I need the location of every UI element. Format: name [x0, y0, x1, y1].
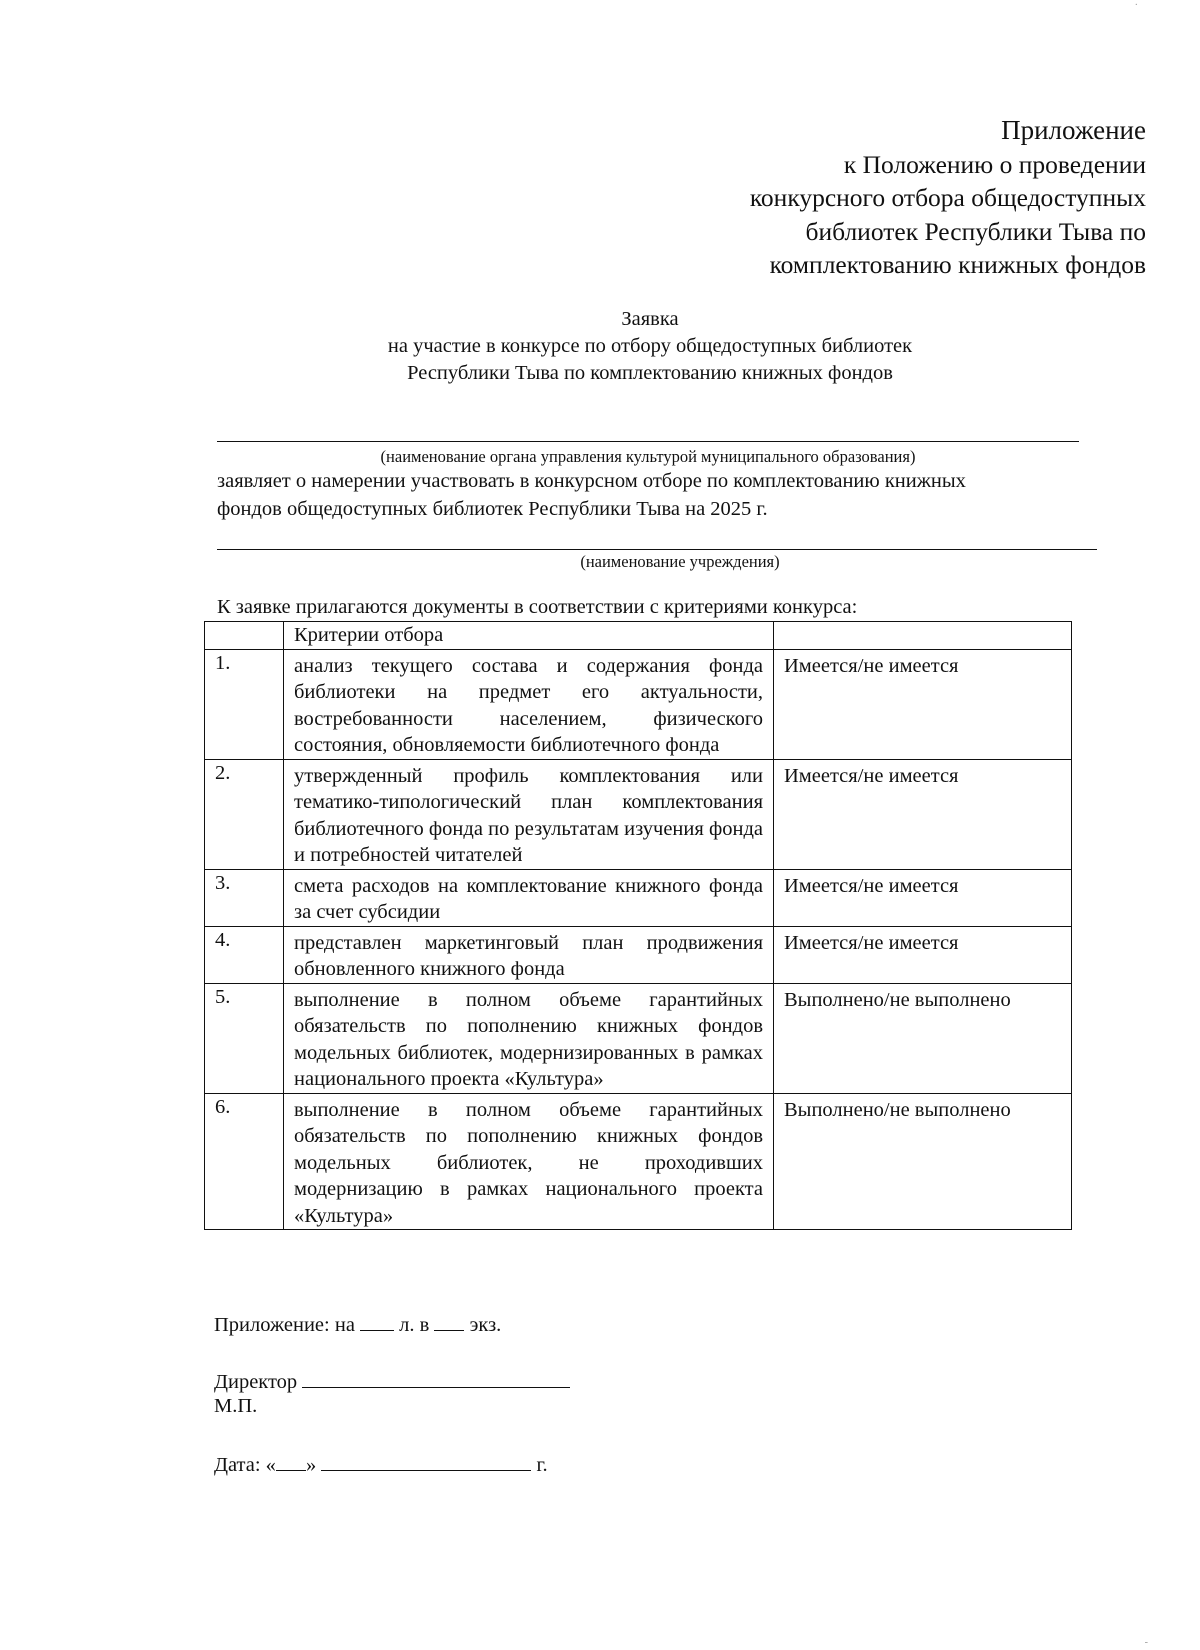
table-row [205, 869, 1072, 926]
table-row [205, 1093, 1072, 1230]
criteria-table [204, 621, 1072, 1230]
row-criteria: представлен маркетинговый план продвижения обновленного книжного фонда [284, 926, 774, 983]
attachment-mid: л. в [399, 1314, 430, 1336]
appendix-header [750, 114, 1146, 282]
director-signature-blank[interactable] [302, 1367, 570, 1388]
row-status: Выполнено/не выполнено [774, 1093, 1072, 1230]
row-number: 2. [205, 759, 284, 869]
scan-artifact-bottom: ‐ [1144, 1637, 1148, 1648]
table-row [205, 649, 1072, 759]
application-title-block [200, 306, 1100, 387]
application-subtitle-line: Республики Тыва по комплектованию книжных фондов [407, 362, 893, 384]
statement-line: фондов общедоступных библиотек Республики Тыва на 2025 г. [217, 498, 768, 520]
header-status-cell [774, 622, 1072, 650]
row-status: Имеется/не имеется [774, 649, 1072, 759]
scan-artifact-top: · [1134, 0, 1138, 11]
row-status: Имеется/не имеется [774, 926, 1072, 983]
date-prefix: Дата: « [214, 1454, 276, 1476]
table-row [205, 759, 1072, 869]
appendix-title: Приложение [1001, 115, 1146, 145]
row-criteria: анализ текущего состава и содержания фонда библиотеки на предмет его актуальности, востребованности населением, физического состояния, обновляемости библиотечного фонда [284, 649, 774, 759]
row-number: 3. [205, 869, 284, 926]
attachment-prefix: Приложение: на [214, 1314, 355, 1336]
application-subtitle-line: на участие в конкурсе по отбору общедоступных библиотек [387, 335, 913, 357]
date-mid: » [305, 1454, 317, 1476]
appendix-line: комплектованию книжных фондов [769, 250, 1146, 279]
row-number: 6. [205, 1093, 284, 1230]
statement [217, 467, 1087, 523]
row-criteria: смета расходов на комплектование книжного фонда за счет субсидии [284, 869, 774, 926]
header-criteria-cell: Критерии отбора [284, 622, 774, 650]
director-line [214, 1367, 570, 1396]
statement-line: заявляет о намерении участвовать в конкурсном отборе по комплектованию книжных [217, 470, 966, 492]
date-line [214, 1450, 548, 1479]
date-day-blank[interactable] [276, 1450, 306, 1471]
appendix-line: конкурсного отбора общедоступных [749, 183, 1146, 212]
date-suffix: г. [536, 1454, 548, 1476]
documents-intro: К заявке прилагаются документы в соответствии с критериями конкурса: [217, 596, 858, 618]
table-header-row [205, 622, 1072, 650]
org-name-line[interactable] [217, 441, 1079, 442]
row-number: 5. [205, 983, 284, 1093]
row-criteria: утвержденный профиль комплектования или тематико-типологический план комплектования библиотечного фонда по результатам изучения фонда и потребностей читателей [284, 759, 774, 869]
row-status: Имеется/не имеется [774, 759, 1072, 869]
attachment-line [214, 1310, 501, 1339]
date-month-year-blank[interactable] [321, 1450, 531, 1471]
row-status: Выполнено/не выполнено [774, 983, 1072, 1093]
row-number: 4. [205, 926, 284, 983]
sheets-blank[interactable] [360, 1310, 394, 1331]
institution-name-line[interactable] [217, 549, 1097, 550]
attachment-suffix: экз. [469, 1314, 502, 1336]
org-name-caption: (наименование органа управления культурой муниципального образования) [380, 447, 916, 466]
table-row [205, 983, 1072, 1093]
copies-blank[interactable] [434, 1310, 464, 1331]
row-criteria: выполнение в полном объеме гарантийных обязательств по пополнению книжных фондов модельных библиотек, модернизированных в рамках национального проекта «Культура» [284, 983, 774, 1093]
row-criteria: выполнение в полном объеме гарантийных обязательств по пополнению книжных фондов модельных библиотек, не проходивших модернизацию в рамках национального проекта «Культура» [284, 1093, 774, 1230]
appendix-line: к Положению о проведении [843, 149, 1146, 179]
row-number: 1. [205, 649, 284, 759]
header-number-cell [205, 622, 284, 650]
application-title: Заявка [621, 308, 679, 330]
stamp-label: М.П. [214, 1395, 258, 1417]
row-status: Имеется/не имеется [774, 869, 1072, 926]
director-label: Директор [214, 1371, 298, 1393]
appendix-line: библиотек Республики Тыва по [805, 216, 1146, 246]
table-row [205, 926, 1072, 983]
institution-name-caption: (наименование учреждения) [580, 552, 780, 571]
